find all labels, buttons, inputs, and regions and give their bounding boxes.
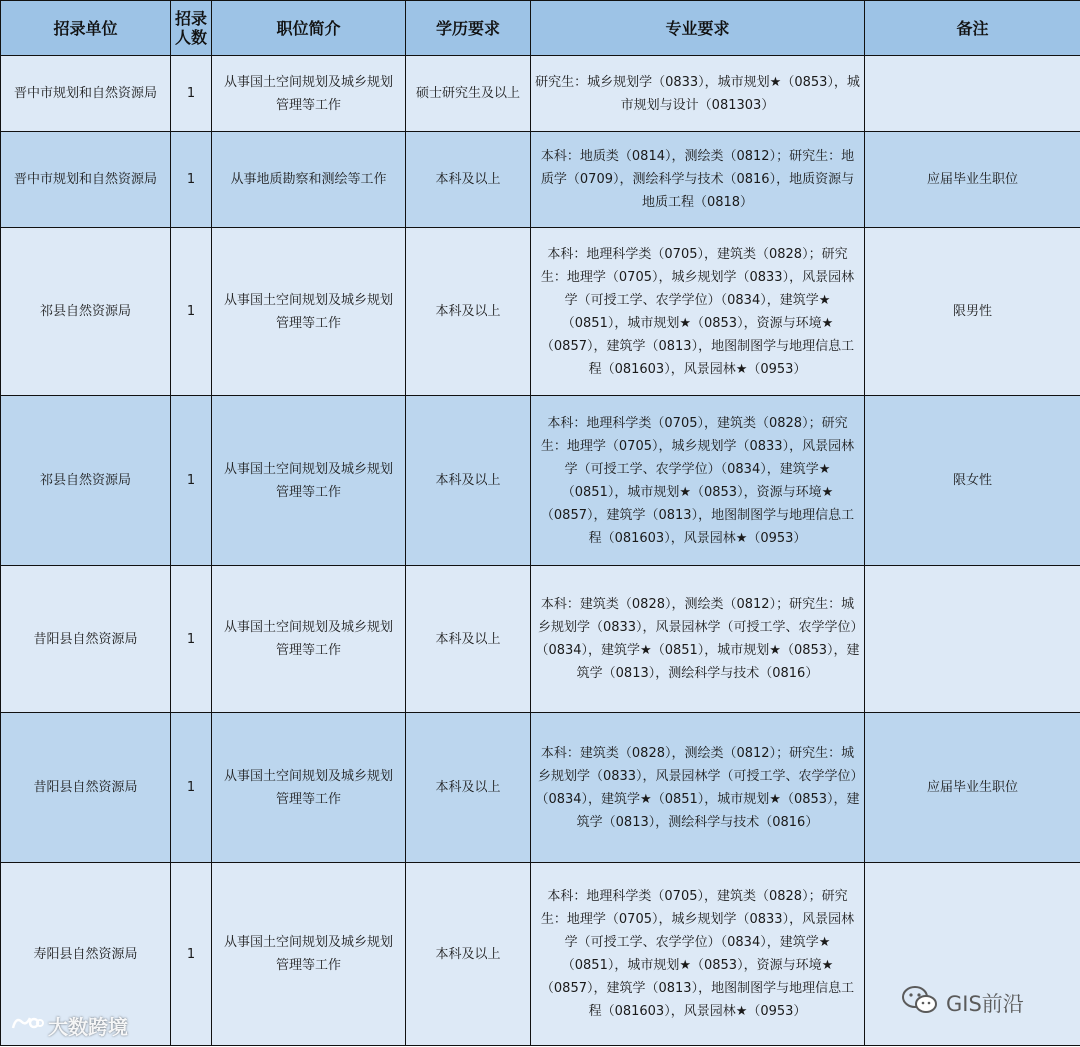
cell-unit: 晋中市规划和自然资源局 [1,132,171,228]
cell-count: 1 [171,713,212,863]
cell-unit: 祁县自然资源局 [1,228,171,396]
cell-unit: 晋中市规划和自然资源局 [1,56,171,132]
header-note: 备注 [865,1,1080,56]
header-count: 招录人数 [171,1,212,56]
header-intro: 职位简介 [212,1,406,56]
watermark-right-text: GIS前沿 [946,991,1024,1016]
cell-note [865,56,1080,132]
cell-count: 1 [171,132,212,228]
cell-intro: 从事地质勘察和测绘等工作 [212,132,406,228]
cell-education: 本科及以上 [406,396,531,566]
table-row [1,396,1080,566]
cell-education: 硕士研究生及以上 [406,56,531,132]
cell-count: 1 [171,396,212,566]
cell-intro: 从事国土空间规划及城乡规划管理等工作 [212,713,406,863]
cell-count: 1 [171,228,212,396]
cell-count: 1 [171,56,212,132]
cell-note: 限女性 [865,396,1080,566]
table-row [1,713,1080,863]
cell-count: 1 [171,863,212,1046]
cell-major: 本科：地理科学类（0705），建筑类（0828）；研究生：地理学（0705），城乡规划学（0833），风景园林学（可授工学、农学学位）（0834），建筑学★（0851），城市规划★（0853），资源与环境★（0857），建筑学（0813），地图制图学与地理信息工程（081603），风景园林★（0953） [531,228,865,396]
cell-education: 本科及以上 [406,132,531,228]
cell-major: 本科：建筑类（0828），测绘类（0812）；研究生：城乡规划学（0833），风景园林学（可授工学、农学学位）（0834），建筑学★（0851），城市规划★（0853），建筑学（0813），测绘科学与技术（0816） [531,713,865,863]
table-row [1,863,1080,1046]
cell-note [865,566,1080,713]
cell-intro: 从事国土空间规划及城乡规划管理等工作 [212,566,406,713]
cell-intro: 从事国土空间规划及城乡规划管理等工作 [212,228,406,396]
table-row [1,228,1080,396]
cell-major: 本科：地理科学类（0705），建筑类（0828）；研究生：地理学（0705），城乡规划学（0833），风景园林学（可授工学、农学学位）（0834），建筑学★（0851），城市规划★（0853），资源与环境★（0857），建筑学（0813），地图制图学与地理信息工程（081603），风景园林★（0953） [531,396,865,566]
cell-note: 应届毕业生职位 [865,713,1080,863]
header-row [1,1,1080,56]
cell-education: 本科及以上 [406,713,531,863]
header-major: 专业要求 [531,1,865,56]
cell-education: 本科及以上 [406,863,531,1046]
cell-major: 研究生：城乡规划学（0833），城市规划★（0853），城市规划与设计（081303） [531,56,865,132]
cell-unit: 寿阳县自然资源局 [1,863,171,1046]
cell-intro: 从事国土空间规划及城乡规划管理等工作 [212,863,406,1046]
cell-major: 本科：地质类（0814），测绘类（0812）；研究生：地质学（0709），测绘科学与技术（0816），地质资源与地质工程（0818） [531,132,865,228]
table-row [1,56,1080,132]
cell-intro: 从事国土空间规划及城乡规划管理等工作 [212,396,406,566]
cell-intro: 从事国土空间规划及城乡规划管理等工作 [212,56,406,132]
cell-count: 1 [171,566,212,713]
header-education: 学历要求 [406,1,531,56]
watermark-left-text: 大数跨境 [48,1015,128,1039]
cell-major: 本科：建筑类（0828），测绘类（0812）；研究生：城乡规划学（0833），风景园林学（可授工学、农学学位）（0834），建筑学★（0851），城市规划★（0853），建筑学（0813），测绘科学与技术（0816） [531,566,865,713]
cell-note: 应届毕业生职位 [865,132,1080,228]
cell-unit: 昔阳县自然资源局 [1,566,171,713]
table-row [1,566,1080,713]
cell-note [865,863,1080,1046]
cell-education: 本科及以上 [406,566,531,713]
cell-unit: 祁县自然资源局 [1,396,171,566]
cell-note: 限男性 [865,228,1080,396]
table-row [1,132,1080,228]
cell-unit: 昔阳县自然资源局 [1,713,171,863]
header-unit: 招录单位 [1,1,171,56]
cell-education: 本科及以上 [406,228,531,396]
cell-major: 本科：地理科学类（0705），建筑类（0828）；研究生：地理学（0705），城乡规划学（0833），风景园林学（可授工学、农学学位）（0834），建筑学★（0851），城市规划★（0853），资源与环境★（0857），建筑学（0813），地图制图学与地理信息工程（081603），风景园林★（0953） [531,863,865,1046]
